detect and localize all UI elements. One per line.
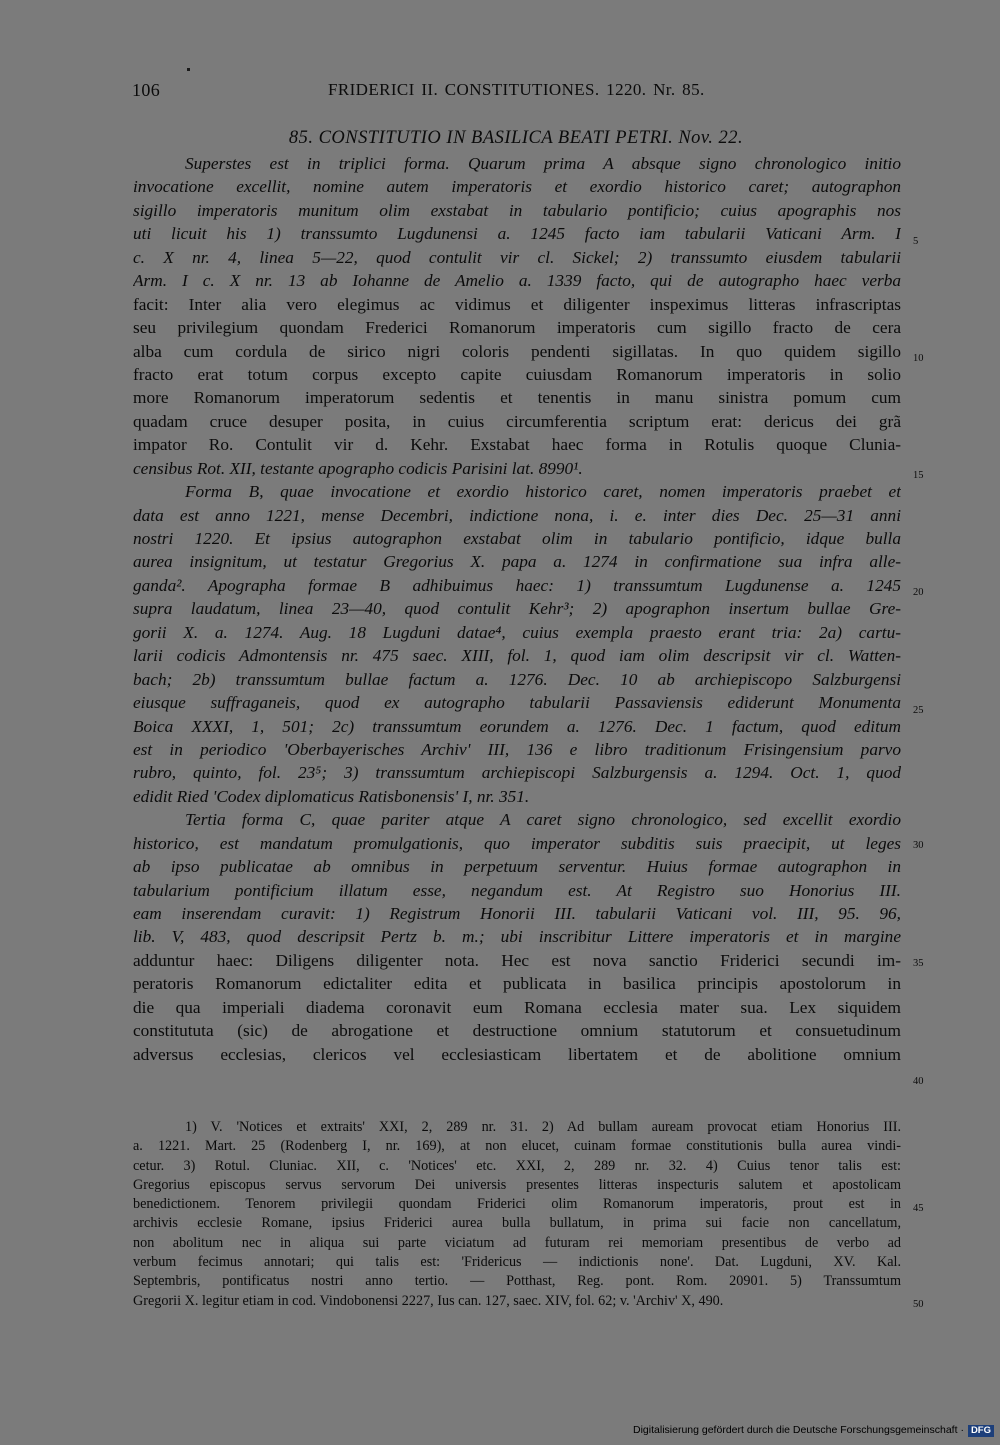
footnote-line: a. 1221. Mart. 25 (Rodenberg I, nr. 169), at non elucet, cuinam formae constitutionis bulla aurea vindi- (133, 1138, 901, 1155)
footnote-line: verbum fecimus annotari; qui talis est: 'Fridericus — indictionis none'. Dat. Lugduni, XV. Kal. (133, 1254, 901, 1271)
page-number: 106 (132, 80, 161, 100)
body-line: est in periodico 'Oberbayerisches Archiv' III, 136 e libro traditionum Frisingensium parvo (133, 739, 901, 759)
body-line: bach; 2b) transsumtum bullae factum a. 1276. Dec. 10 ab archiepiscopo Salzburgensi (133, 669, 901, 689)
footnote-line: Gregorius episcopus servus servorum Dei universis presentes litteras inspecturis salutem et apostolicam (133, 1176, 901, 1193)
body-line: Superstes est in triplici forma. Quarum prima A absque signo chronologico initio (185, 154, 901, 173)
body-line: lib. V, 483, quod descripsit Pertz b. m.; ubi inscribitur Littere imperatoris et in margine (133, 927, 901, 947)
body-line: Arm. I c. X nr. 13 ab Iohanne de Amelio a. 1339 facto, qui de autographo haec verba (133, 271, 901, 291)
body-line: impator Ro. Contulit vir d. Kehr. Exstabat haec forma in Rotulis quoque Clunia- (133, 435, 901, 455)
body-line: Forma B, quae invocatione et exordio historico caret, nomen imperatoris praebet et (185, 482, 901, 502)
body-line: tabularium pontificium illatum esse, negandum est. At Registro suo Honorius III. (133, 880, 901, 900)
body-line: Boica XXXI, 1, 501; 2c) transsumtum eorundem a. 1276. Dec. 1 factum, quod editum (133, 716, 901, 736)
body-line: ganda². Apographa formae B adhibuimus haec: 1) transsumtum Lugdunense a. 1245 (133, 575, 901, 595)
body-line: larii codicis Admontensis nr. 475 saec. XIII, fol. 1, quod iam olim descripsit vir cl. Watten- (133, 646, 901, 666)
body-line: adversus ecclesias, clericos vel ecclesiasticam libertatem et de abolitione omnium (133, 1044, 901, 1064)
document-title-text: CONSTITUTIO IN BASILICA BEATI PETRI. Nov. 22. (318, 128, 744, 148)
body-line: die qua imperiali diadema coronavit eum Romana ecclesia mater sua. Lex siquidem (133, 997, 901, 1017)
body-line: nostri 1220. Et ipsius autographon exstabat olim in tabulario pontificio, idque bulla (133, 529, 901, 548)
margin-line-number: 30 (913, 840, 924, 851)
body-line: fracto erat totum corpus excepto capite cuiusdam Romanorum imperatoris in solio (133, 364, 901, 384)
margin-line-number: 10 (913, 353, 924, 364)
body-line: uti licuit his 1) transsumto Lugdunensi a. 1245 facto iam tabularii Vaticani Arm. I (133, 224, 901, 244)
body-line: facit: Inter alia vero elegimus ac vidimus et diligenter inspeximus litteras infrascriptas (133, 294, 901, 314)
digitization-credit (600, 1424, 994, 1438)
document-number: 85. (288, 128, 314, 148)
margin-line-number: 20 (913, 587, 924, 598)
body-text (133, 152, 901, 1066)
stray-dot (187, 68, 190, 71)
margin-line-number: 45 (913, 1203, 924, 1214)
footnotes (133, 1118, 901, 1311)
footnote-line: archivis ecclesie Romane, ipsius Friderici aurea bulla bullatum, in prima sui facie non cancellatum, (133, 1215, 901, 1232)
body-line: data est anno 1221, mense Decembri, indictione nona, i. e. inter dies Dec. 25—31 anni (133, 505, 901, 525)
footnote-line: Gregorii X. legitur etiam in cod. Vindobonensi 2227, Ius can. 127, saec. XIV, fol. 62; v. 'Archiv' X, 490. (133, 1292, 724, 1309)
margin-line-number: 5 (913, 236, 919, 247)
footnote-line: benedictionem. Tenorem privilegii quondam Friderici olim Romanorum imperatoris, prout est in (133, 1196, 901, 1213)
margin-line-number: 40 (913, 1076, 924, 1087)
body-line: constitututa (sic) de abrogatione et destructione omnium statutorum et consuetudinum (133, 1021, 901, 1041)
document-title (132, 128, 900, 149)
body-line: gorii X. a. 1274. Aug. 18 Lugduni datae⁴, cuius exempla praesto erant tria: 2a) cartu- (133, 622, 901, 642)
body-line: supra laudatum, linea 23—40, quod contulit Kehr³; 2) apographon insertum bullae Gre- (133, 599, 901, 619)
margin-line-number: 50 (913, 1299, 924, 1310)
body-line: c. X nr. 4, linea 5—22, quod contulit vir cl. Sickel; 2) transsumto eiusdem tabularii (133, 247, 901, 267)
body-line: eiusque suffraganeis, quod ex autographo tabularii Passaviensis ediderunt Monumenta (133, 693, 901, 713)
body-line: quadam cruce desuper posita, in cuius circumferentia scriptum erat: dericus dei grã (133, 411, 901, 431)
body-line: more Romanorum imperatorum sedentis et tenentis in manu sinistra pomum cum (133, 388, 901, 408)
body-line: invocatione excellit, nomine autem imperatoris et exordio historico caret; autographon (133, 177, 901, 197)
body-line: edidit Ried 'Codex diplomaticus Ratisbonensis' I, nr. 351. (133, 786, 530, 806)
credit-text: Digitalisierung gefördert durch die Deutsche Forschungsgemeinschaft · (633, 1424, 964, 1436)
body-line: aurea insignitum, ut testatur Gregorius X. papa a. 1274 in confirmatione sua infra alle- (133, 552, 901, 572)
footnote-line: non abolitum nec in aliqua sui parte viciatum ad futuram rei memoriam presentibus de verbo ad (133, 1234, 901, 1251)
body-line: Tertia forma C, quae pariter atque A caret signo chronologico, sed excellit exordio (185, 810, 901, 830)
footnote-line: Septembris, pontificatus nostri anno tertio. — Potthast, Reg. pont. Rom. 20901. 5) Transsumtum (133, 1273, 901, 1290)
body-line: eam inserendam curavit: 1) Registrum Honorii III. tabularii Vaticani vol. III, 95. 96, (133, 904, 901, 923)
margin-line-number: 35 (913, 958, 924, 969)
body-line: sigillo imperatoris munitum olim exstabat in tabulario pontificio; cuius apographis nos (133, 200, 901, 220)
footnote-line: 1) V. 'Notices et extraits' XXI, 2, 289 nr. 31. 2) Ad bullam auream provocat etiam Honorius III. (185, 1119, 901, 1135)
footnote-line: cetur. 3) Rotul. Cluniac. XII, c. 'Notices' etc. XXI, 2, 289 nr. 32. 4) Cuius tenor talis est: (133, 1157, 901, 1174)
running-head: FRIDERICI II. CONSTITUTIONES. 1220. Nr. 85. (328, 80, 705, 99)
body-line: historico, est mandatum promulgationis, quo imperator subditis suis praecipit, ut leges (133, 833, 901, 853)
body-line: seu privilegium quondam Frederici Romanorum imperatoris cum sigillo fracto de cera (133, 318, 901, 338)
margin-line-number: 25 (913, 705, 924, 716)
margin-line-number: 15 (913, 470, 924, 481)
body-line: peratoris Romanorum edictaliter edita et publicata in basilica principis apostolorum in (133, 974, 901, 994)
body-line: ab ipso publicatae ab omnibus in perpetuum serventur. Huius formae autographon in (133, 857, 901, 877)
body-line: rubro, quinto, fol. 23⁵; 3) transsumtum archiepiscopi Salzburgensis a. 1294. Oct. 1, quod (133, 763, 901, 783)
dfg-logo: DFG (968, 1425, 994, 1437)
body-line: alba cum cordula de sirico nigri coloris pendenti sigillatas. In quo quidem sigillo (133, 341, 901, 361)
body-line: censibus Rot. XII, testante apographo codicis Parisini lat. 8990¹. (133, 458, 583, 478)
body-line: adduntur haec: Diligens diligenter nota. Hec est nova sanctio Friderici secundi im- (133, 950, 901, 970)
running-header (132, 80, 900, 110)
